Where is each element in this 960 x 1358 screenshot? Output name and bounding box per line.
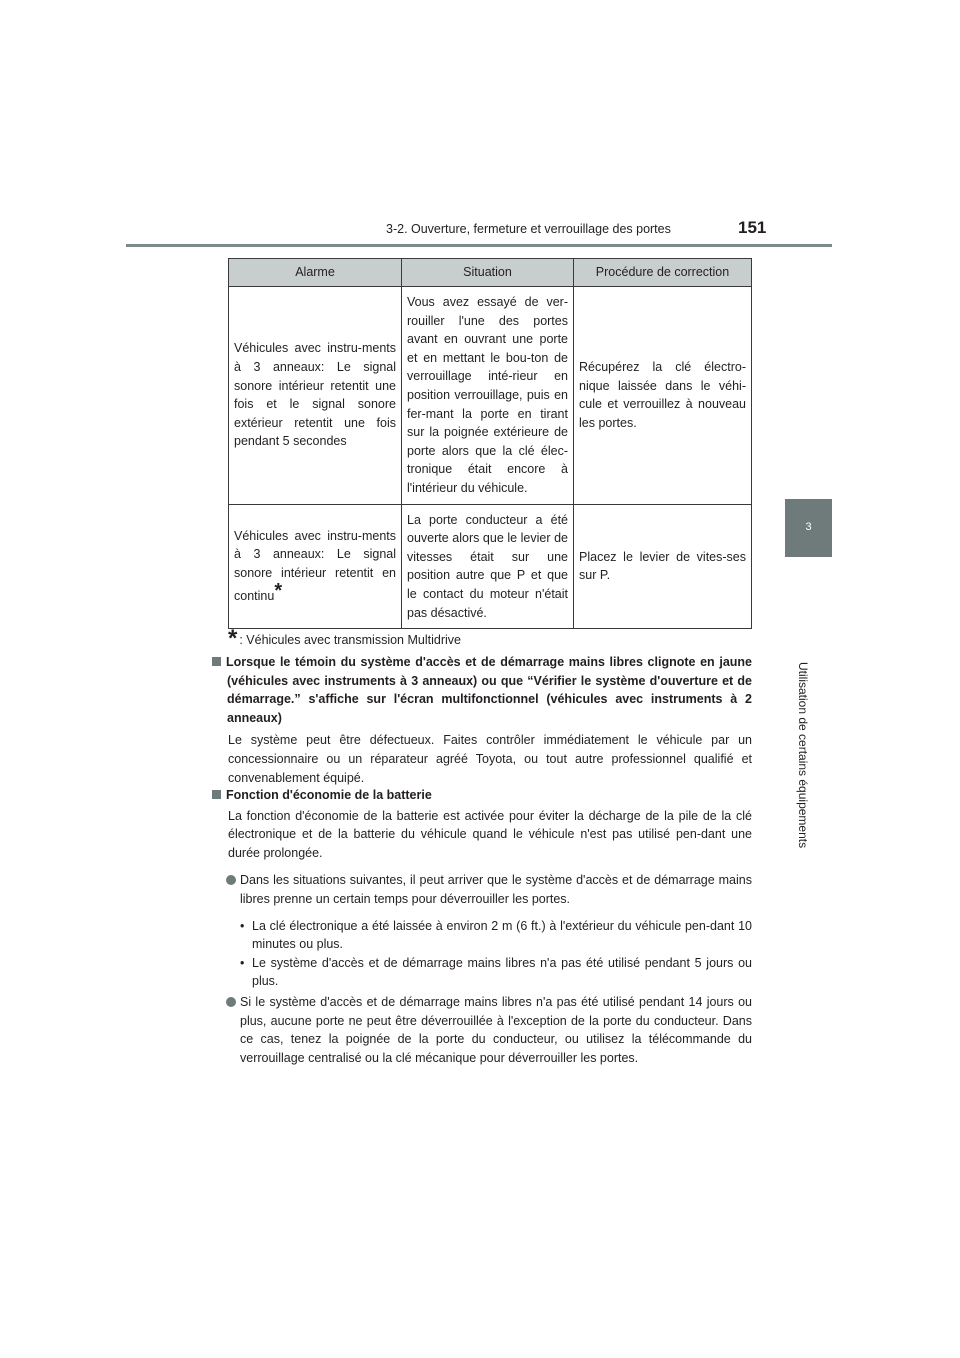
- table-header-row: [229, 259, 752, 287]
- correction-cell: [574, 287, 752, 505]
- alarm-table: [228, 258, 752, 629]
- dot-marker: •: [240, 955, 245, 970]
- column-header-correction: Procédure de correction: [574, 259, 752, 287]
- sub-list-item: [212, 954, 752, 991]
- chapter-number: 3: [805, 521, 812, 533]
- alarm-text: Véhicules avec instru-ments à 3 anneaux: Le signal sonore intérieur retentit une fois et le signal sonore extérieur retentit une fois pendant 5 secondes: [234, 341, 396, 449]
- section-battery-saving: [212, 786, 752, 1067]
- section-paragraph: La fonction d'économie de la batterie est activée pour éviter la décharge de la pile de la clé électronique et de la batterie du véhicule quand le véhicule n'est pas utilisé pen-dant une durée prolongée.: [228, 808, 752, 860]
- list-item-text: Dans les situations suivantes, il peut arriver que le système d'accès et de démarrage mains libres prenne un certain temps pour déverrouiller les portes.: [240, 873, 752, 906]
- alarm-cell: [229, 504, 402, 629]
- chapter-title: Utilisation de certains équipements: [796, 662, 810, 849]
- correction-cell: [574, 504, 752, 629]
- footnote: [228, 625, 461, 653]
- situation-cell: [402, 287, 574, 505]
- correction-text: Placez le levier de vites-ses sur P.: [579, 549, 746, 583]
- situation-text: Vous avez essayé de ver-rouiller l'une des portes avant en ouvrant une porte et en mettant le bou-ton de verrouillage inté-rieur en position verrouillage, puis en fer-mant la porte en tirant sur la poignée extérieure de porte alors que la clé élec-tronique était encore à l'intérieur du véhicule.: [407, 295, 568, 495]
- square-bullet-icon: [212, 790, 221, 799]
- section-paragraph: Le système peut être défectueux. Faites contrôler immédiatement le véhicule par un concessionnaire ou un réparateur agréé Toyota, ou tout autre professionnel qualifié et convenablement équipé.: [228, 733, 752, 785]
- running-header: 3-2. Ouverture, fermeture et verrouillage des portes: [386, 222, 671, 236]
- list-item: [212, 871, 752, 908]
- footnote-star: *: [228, 625, 238, 652]
- sub-list-item-text: Le système d'accès et de démarrage mains libres n'a pas été utilisé pendant 5 jours ou plus.: [252, 955, 752, 989]
- list-item-text: Si le système d'accès et de démarrage mains libres n'a pas été utilisé pendant 14 jours ou plus, aucune porte ne peut être déverrouillée à l'exception de la porte du conducteur. Dans ce cas, tenez la poignée de la porte du conducteur, ou utilisez la télécommande du verrouillage centralisé ou la clé mécanique pour déverrouiller les portes.: [240, 994, 752, 1065]
- header-rule: [126, 244, 832, 247]
- section-heading: [212, 653, 752, 727]
- sub-list-item-text: La clé électronique a été laissée à environ 2 m (6 ft.) à l'extérieur du véhicule pen-dant 10 minutes ou plus.: [252, 918, 752, 952]
- dot-marker: •: [240, 918, 245, 933]
- footnote-marker: *: [274, 580, 283, 603]
- circle-bullet-icon: [226, 997, 236, 1007]
- page-number: 151: [738, 218, 767, 237]
- section-heading-text: Lorsque le témoin du système d'accès et de démarrage mains libres clignote en jaune (véhicules avec instruments à 3 anneaux) ou que “Vérifier le système d'ouverture et de démarrage.” s'affiche sur l'écran multifonctionnel (véhicules avec instruments à 2 anneaux): [226, 655, 752, 725]
- correction-text: Récupérez la clé électro-nique laissée dans le véhi-cule et verrouillez à nouveau les portes.: [579, 360, 746, 430]
- situation-text: La porte conducteur a été ouverte alors que le levier de vitesses était sur une position autre que P et que le contact du moteur n'était pas désactivé.: [407, 512, 568, 620]
- section-warning-light: [212, 653, 752, 787]
- chapter-tab: [785, 499, 832, 557]
- circle-bullet-icon: [226, 875, 236, 885]
- alarm-text: Véhicules avec instru-ments à 3 anneaux: Le signal sonore intérieur retentit en continu: [234, 528, 396, 604]
- list-item: [212, 993, 752, 1067]
- section-heading-text: Fonction d'économie de la batterie: [226, 788, 432, 802]
- sub-list-item: [212, 917, 752, 954]
- table-row: [229, 504, 752, 629]
- column-header-alarm: Alarme: [229, 259, 402, 287]
- column-header-situation: Situation: [402, 259, 574, 287]
- footnote-text: : Véhicules avec transmission Multidrive: [239, 633, 461, 647]
- situation-cell: [402, 504, 574, 629]
- section-heading: [212, 786, 752, 805]
- alarm-cell: [229, 287, 402, 505]
- table-row: [229, 287, 752, 505]
- square-bullet-icon: [212, 657, 221, 666]
